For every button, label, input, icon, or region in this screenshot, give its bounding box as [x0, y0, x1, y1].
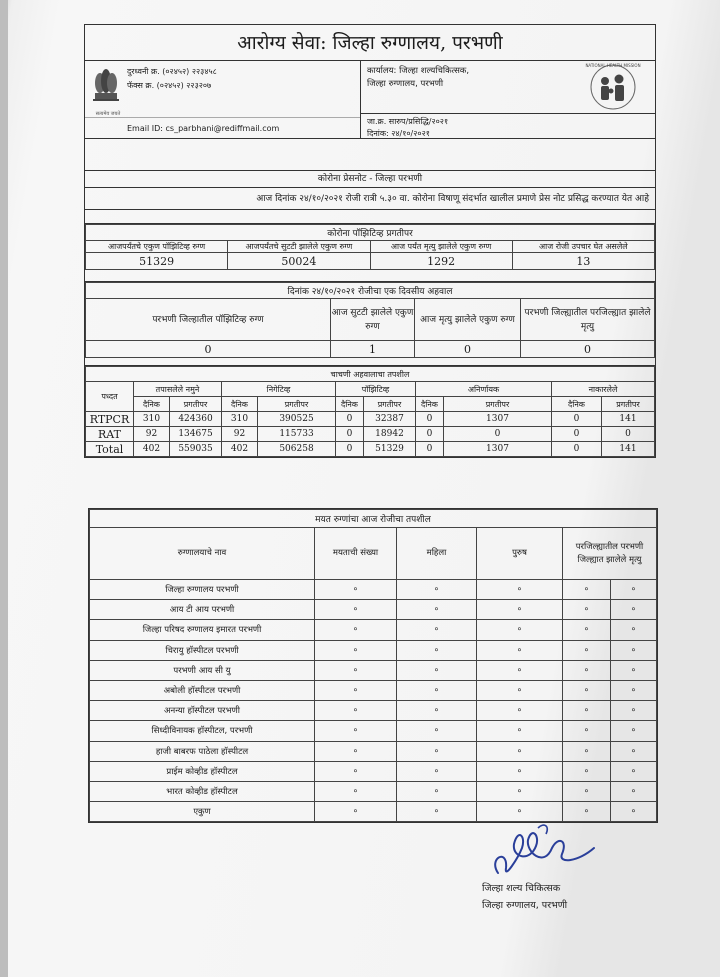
daily-header: परभणी जिल्हातील पॉझिटिव्ह रुग्ण: [86, 299, 331, 341]
cell: 1307: [444, 412, 552, 427]
press-note-title: कोरोना प्रेसनोट - जिल्हा परभणी: [85, 171, 655, 188]
deaths-title: मयत रुग्णांचा आज रोजीचा तपशील: [90, 510, 657, 528]
cell: 506258: [258, 442, 336, 457]
cell: ०: [397, 660, 477, 680]
total-deaths-value: 1292: [370, 253, 512, 270]
cell: 18942: [364, 427, 416, 442]
cell: ०: [315, 580, 397, 600]
table-row: [90, 640, 657, 660]
cell: ०: [315, 620, 397, 640]
table-row: [90, 620, 657, 640]
deaths-details-box: [88, 508, 658, 823]
daily-other-district-deaths-value: 0: [521, 341, 655, 358]
cell: ०: [563, 701, 611, 721]
cell: ०: [397, 640, 477, 660]
daily-deaths-value: 0: [415, 341, 521, 358]
active-cases-value: 13: [512, 253, 654, 270]
nhm-logo-icon: [583, 61, 643, 113]
cell: 310: [134, 412, 170, 427]
cell: 1307: [444, 442, 552, 457]
table-row: [90, 580, 657, 600]
table-row: [90, 680, 657, 700]
cell: 0: [336, 412, 364, 427]
spacer-row: [85, 139, 655, 171]
cell: 115733: [258, 427, 336, 442]
cell: ०: [477, 761, 563, 781]
row-label: RAT: [86, 427, 134, 442]
cell: ०: [611, 600, 657, 620]
office-line2: जिल्हा रुग्णालय, परभणी: [367, 79, 444, 89]
cell: 0: [416, 412, 444, 427]
daily-header: आज सुटटी झालेले एकुण रुग्ण: [331, 299, 415, 341]
contact-section: [85, 61, 655, 139]
hospital-name: चिरायु हॉस्पीटल परभणी: [90, 640, 315, 660]
daily-header: परभणी जिल्ह्यातील परजिल्ह्यात झालेले मृत्यु: [521, 299, 655, 341]
cell: 141: [602, 412, 655, 427]
cell: 0: [444, 427, 552, 442]
cell: ०: [315, 660, 397, 680]
cell: 402: [134, 442, 170, 457]
cell: ०: [611, 761, 657, 781]
cell: ०: [611, 580, 657, 600]
nhm-logo-text: NATIONAL HEALTH MISSION: [585, 63, 641, 68]
table-row: [86, 412, 655, 427]
cell: ०: [397, 741, 477, 761]
row-label: Total: [86, 442, 134, 457]
cell: ०: [315, 741, 397, 761]
cell: 0: [336, 442, 364, 457]
cell: 0: [552, 442, 602, 457]
signature: [478, 818, 618, 888]
cell: ०: [477, 580, 563, 600]
cell: 92: [222, 427, 258, 442]
cell: 0: [552, 412, 602, 427]
progressive-subheader: प्रगतीपर: [170, 397, 222, 412]
daily-subheader: दैनिक: [336, 397, 364, 412]
cell: 559035: [170, 442, 222, 457]
deaths-header: पुरुष: [477, 528, 563, 580]
cell: 0: [602, 427, 655, 442]
cell: 402: [222, 442, 258, 457]
spacer-row: [85, 358, 655, 366]
cell: ०: [611, 620, 657, 640]
method-header: पध्दत: [86, 382, 134, 412]
daily-subheader: दैनिक: [222, 397, 258, 412]
page-edge-shadow: [0, 0, 8, 977]
cell: ०: [315, 680, 397, 700]
cell: ०: [611, 741, 657, 761]
cell: ०: [397, 761, 477, 781]
hospital-name: जिल्हा परिषद रुग्णालय इमारत परभणी: [90, 620, 315, 640]
hospital-name: भारत कोव्हीड हॉस्पीटल: [90, 781, 315, 801]
cell: ०: [477, 721, 563, 741]
hospital-name: आय टी आय परभणी: [90, 600, 315, 620]
progressive-subheader: प्रगतीपर: [444, 397, 552, 412]
daily-report-table: [85, 282, 655, 358]
office-label: कार्यालय: जिल्हा शल्यचिकित्सक,: [367, 66, 470, 76]
fax-number: फॅक्स क्र. (०२४५२) २२३२०७: [127, 81, 212, 90]
cell: ०: [397, 580, 477, 600]
daily-subheader: दैनिक: [416, 397, 444, 412]
summary-header: आज पर्यंत मृत्यु झालेले एकुण रुग्ण: [370, 241, 512, 253]
cell: ०: [477, 680, 563, 700]
cell: 0: [416, 427, 444, 442]
test-group-header: निगेटिव्ह: [222, 382, 336, 397]
test-group-header: नाकारलेले: [552, 382, 655, 397]
cell: ०: [315, 701, 397, 721]
contact-left: [85, 61, 361, 138]
cell: ०: [477, 701, 563, 721]
table-row: [90, 660, 657, 680]
progressive-subheader: प्रगतीपर: [258, 397, 336, 412]
test-details-title: चाचणी अहवालाचा तपशील: [86, 367, 655, 382]
cell: ०: [397, 721, 477, 741]
daily-subheader: दैनिक: [134, 397, 170, 412]
state-emblem-icon: [89, 63, 123, 107]
cell: ०: [563, 781, 611, 801]
cell: 390525: [258, 412, 336, 427]
cell: 0: [336, 427, 364, 442]
test-group-header: पॉझिटिव्ह: [336, 382, 416, 397]
table-row: [90, 701, 657, 721]
daily-discharged-value: 1: [331, 341, 415, 358]
cell: ०: [315, 781, 397, 801]
cell: ०: [563, 640, 611, 660]
table-row: [90, 600, 657, 620]
cell: ०: [397, 781, 477, 801]
positive-summary-table: [85, 224, 655, 270]
daily-header: आज मृत्यु झालेले एकुण रुग्ण: [415, 299, 521, 341]
nhm-logo: [571, 61, 655, 113]
table-row: [90, 761, 657, 781]
cell: ०: [563, 802, 611, 822]
summary-header: आजपर्यंतचे एकुण पॉझिटिव्ह रुग्ण: [86, 241, 228, 253]
deaths-header: मयताची संख्या: [315, 528, 397, 580]
cell: ०: [563, 660, 611, 680]
signatory-office: जिल्हा रुग्णालय, परभणी: [482, 900, 568, 911]
document-date: दिनांक: २४/१०/२०२१: [367, 129, 430, 138]
spacer-row: [85, 270, 655, 282]
cell: ०: [397, 680, 477, 700]
test-group-header: तपासलेले नमुने: [134, 382, 222, 397]
cell: ०: [563, 761, 611, 781]
cell: 92: [134, 427, 170, 442]
hospital-name: अनन्या हॉस्पीटल परभणी: [90, 701, 315, 721]
cell: ०: [611, 721, 657, 741]
phone-number: दुरध्वनी क्र. (०२४५२) २२३४५८: [127, 67, 217, 76]
deaths-header: रुग्णालयाचे नाव: [90, 528, 315, 580]
summary-title: कोरोना पॉझिटिव्ह प्रगतीपर: [86, 225, 655, 241]
daily-report-title: दिनांक २४/१०/२०२१ रोजीचा एक दिवसीय अहवाल: [86, 283, 655, 299]
summary-header: आजपर्यंतचे सुटटी झालेले एकुण रुग्ण: [228, 241, 370, 253]
hospital-name: प्राईम कोव्हीड हॉस्पीटल: [90, 761, 315, 781]
cell: ०: [477, 640, 563, 660]
hospital-name: सिध्दीविनायक हॉस्पीटल, परभणी: [90, 721, 315, 741]
cell: ०: [563, 620, 611, 640]
cell: ०: [611, 680, 657, 700]
cell: ०: [563, 721, 611, 741]
press-note-body: आज दिनांक २४/१०/२०२१ रोजी रात्री ५.३० वा. कोरोना विषाणू संदर्भात खालील प्रमाणे प्रेस नोट प्रसिद्ध करण्यात येत आहे: [85, 188, 655, 210]
hospital-name: जिल्हा रुग्णालय परभणी: [90, 580, 315, 600]
cell: ०: [477, 741, 563, 761]
emblem-caption: सत्यमेव जयते: [95, 111, 121, 117]
row-label: RTPCR: [86, 412, 134, 427]
cell: ०: [611, 660, 657, 680]
hospital-name: अबोली हॉस्पीटल परभणी: [90, 680, 315, 700]
cell: ०: [611, 781, 657, 801]
signature-block: [482, 880, 567, 914]
summary-header: आज रोजी उपचार घेत असलेले: [512, 241, 654, 253]
cell: ०: [477, 660, 563, 680]
deaths-header: महिला: [397, 528, 477, 580]
cell: ०: [397, 620, 477, 640]
daily-subheader: दैनिक: [552, 397, 602, 412]
test-details-table: [85, 366, 655, 457]
cell: ०: [563, 600, 611, 620]
cell: ०: [611, 701, 657, 721]
state-emblem: [85, 61, 127, 117]
deaths-table: [89, 509, 657, 822]
progressive-subheader: प्रगतीपर: [364, 397, 416, 412]
cell: 0: [552, 427, 602, 442]
cell: ०: [315, 640, 397, 660]
covid-press-note-box: [84, 24, 656, 458]
total-positive-value: 51329: [86, 253, 228, 270]
table-row: [90, 741, 657, 761]
page-title: आरोग्य सेवा: जिल्हा रुग्णालय, परभणी: [85, 25, 655, 61]
cell: 51329: [364, 442, 416, 457]
cell: ०: [611, 640, 657, 660]
total-discharged-value: 50024: [228, 253, 370, 270]
table-row: [90, 781, 657, 801]
cell: ०: [315, 600, 397, 620]
signature-scribble: [478, 818, 618, 888]
cell: ०: [477, 802, 563, 822]
cell: ०: [563, 680, 611, 700]
cell: ०: [315, 721, 397, 741]
hospital-name: हाजी बाबरफ पाठेला हॉस्पीटल: [90, 741, 315, 761]
cell: 310: [222, 412, 258, 427]
cell: ०: [477, 620, 563, 640]
daily-positive-value: 0: [86, 341, 331, 358]
email-address: Email ID: cs_parbhani@rediffmail.com: [85, 117, 360, 139]
cell: 134675: [170, 427, 222, 442]
cell: 32387: [364, 412, 416, 427]
cell: 141: [602, 442, 655, 457]
cell: ०: [397, 600, 477, 620]
cell: ०: [611, 802, 657, 822]
cell: ०: [563, 741, 611, 761]
table-row: [90, 721, 657, 741]
cell: 0: [416, 442, 444, 457]
progressive-subheader: प्रगतीपर: [602, 397, 655, 412]
cell: ०: [477, 600, 563, 620]
cell: ०: [563, 580, 611, 600]
spacer-row: [85, 210, 655, 224]
hospital-name: परभणी आय सी यु: [90, 660, 315, 680]
table-row: [86, 427, 655, 442]
cell: ०: [397, 802, 477, 822]
deaths-header: परजिल्ह्यातील परभणी जिल्ह्यात झालेले मृत्यु: [563, 528, 657, 580]
cell: ०: [477, 781, 563, 801]
table-row: [86, 442, 655, 457]
reference-number: जा.क्र. सारुप/प्रसिद्धि/२०२१: [367, 117, 449, 126]
signatory-designation: जिल्हा शल्य चिकित्सक: [482, 883, 561, 894]
hospital-name: एकुण: [90, 802, 315, 822]
cell: ०: [315, 761, 397, 781]
cell: ०: [397, 701, 477, 721]
cell: 424360: [170, 412, 222, 427]
test-group-header: अनिर्णायक: [416, 382, 552, 397]
cell: ०: [315, 802, 397, 822]
